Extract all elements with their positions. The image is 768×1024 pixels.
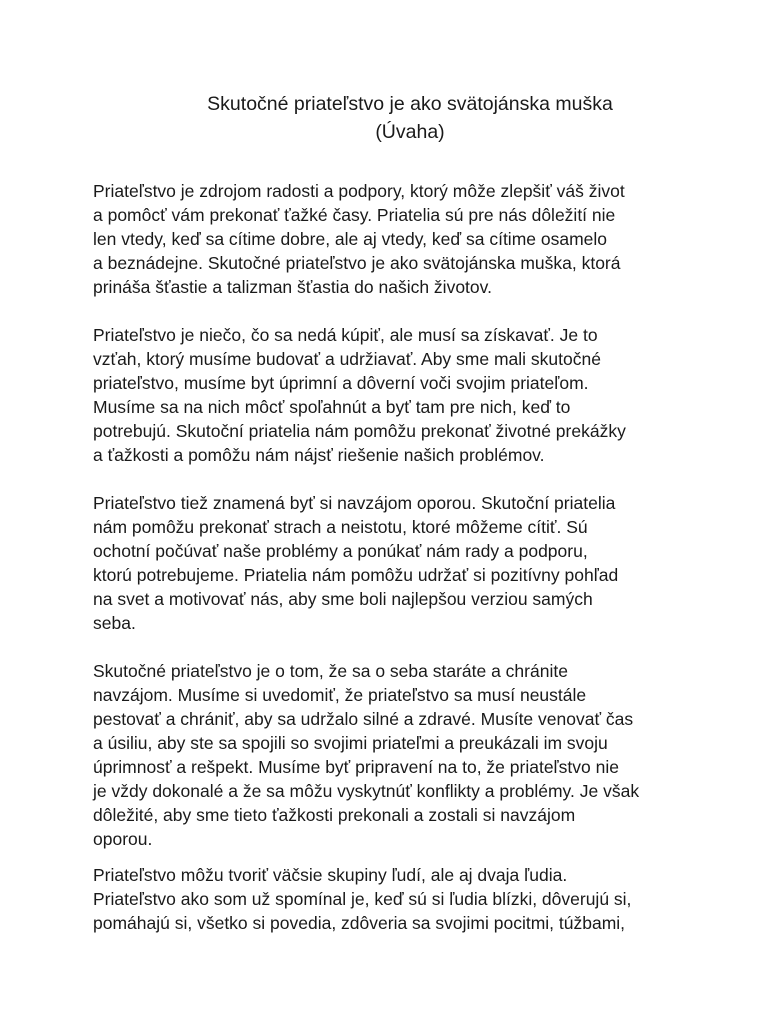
text-line: dôležité, aby sme tieto ťažkosti prekonali a zostali si navzájom bbox=[93, 805, 576, 825]
text-line: pomáhajú si, všetko si povedia, zdôveria sa svojimi pocitmi, túžbami, bbox=[93, 913, 626, 933]
text-line: nám pomôžu prekonať strach a neistotu, ktoré môžeme cítiť. Sú bbox=[93, 517, 588, 537]
text-line: len vtedy, keď sa cítime dobre, ale aj vtedy, keď sa cítime osamelo bbox=[93, 229, 608, 249]
paragraph-2 bbox=[93, 323, 693, 467]
text-line: ochotní počúvať naše problémy a ponúkať nám rady a podporu, bbox=[93, 541, 588, 561]
paragraph-spacer bbox=[93, 851, 693, 863]
text-line: oporou. bbox=[93, 829, 153, 849]
text-line: Priateľstvo môžu tvoriť väčsie skupiny ľudí, ale aj dvaja ľudia. bbox=[93, 865, 568, 885]
text-line: a pomôcť vám prekonať ťažké časy. Priatelia sú pre nás dôležití nie bbox=[93, 205, 616, 225]
text-line: seba. bbox=[93, 613, 136, 633]
text-line: a ťažkosti a pomôžu nám nájsť riešenie našich problémov. bbox=[93, 445, 545, 465]
text-line: a úsiliu, aby ste sa spojili so svojimi priateľmi a preukázali im svoju bbox=[93, 733, 608, 753]
paragraph-1 bbox=[93, 179, 693, 299]
document-title bbox=[150, 90, 670, 146]
text-line: potrebujú. Skutoční priatelia nám pomôžu prekonať životné prekážky bbox=[93, 421, 626, 441]
text-line: Musíme sa na nich môcť spoľahnút a byť tam pre nich, keď to bbox=[93, 397, 571, 417]
text-line: vzťah, ktorý musíme budovať a udržiavať. Aby sme mali skutočné bbox=[93, 349, 601, 369]
document-body bbox=[93, 179, 693, 935]
text-line: prináša šťastie a talizman šťastia do našich životov. bbox=[93, 277, 492, 297]
paragraph-4 bbox=[93, 659, 693, 851]
text-line: Skutočné priateľstvo je o tom, že sa o seba staráte a chránite bbox=[93, 661, 568, 681]
paragraph-3 bbox=[93, 491, 693, 635]
text-line: a beznádejne. Skutočné priateľstvo je ako svätojánska muška, ktorá bbox=[93, 253, 621, 273]
text-line: Priateľstvo tiež znamená byť si navzájom oporou. Skutoční priatelia bbox=[93, 493, 616, 513]
text-line: na svet a motivovať nás, aby sme boli najlepšou verziou samých bbox=[93, 589, 593, 609]
paragraph-spacer bbox=[93, 635, 693, 659]
text-line: pestovať a chrániť, aby sa udržalo silné a zdravé. Musíte venovať čas bbox=[93, 709, 634, 729]
text-line: ktorú potrebujeme. Priatelia nám pomôžu udržať si pozitívny pohľad bbox=[93, 565, 619, 585]
paragraph-spacer bbox=[93, 467, 693, 491]
text-line: Priateľstvo je niečo, čo sa nedá kúpiť, ale musí sa získavať. Je to bbox=[93, 325, 598, 345]
text-line: úprimnosť a rešpekt. Musíme byť pripravení na to, že priateľstvo nie bbox=[93, 757, 619, 777]
text-line: navzájom. Musíme si uvedomiť, že priateľstvo sa musí neustále bbox=[93, 685, 587, 705]
subtitle-line: (Úvaha) bbox=[375, 121, 445, 143]
text-line: priateľstvo, musíme byt úprimní a dôverní voči svojim priateľom. bbox=[93, 373, 589, 393]
paragraph-5 bbox=[93, 863, 693, 935]
paragraph-spacer bbox=[93, 299, 693, 323]
text-line: je vždy dokonalé a že sa môžu vyskytnúť konflikty a problémy. Je však bbox=[93, 781, 640, 801]
title-line: Skutočné priateľstvo je ako svätojánska muška bbox=[207, 93, 613, 115]
text-line: Priateľstvo je zdrojom radosti a podpory, ktorý môže zlepšiť váš život bbox=[93, 181, 625, 201]
text-line: Priateľstvo ako som už spomínal je, keď sú si ľudia blízki, dôverujú si, bbox=[93, 889, 632, 909]
